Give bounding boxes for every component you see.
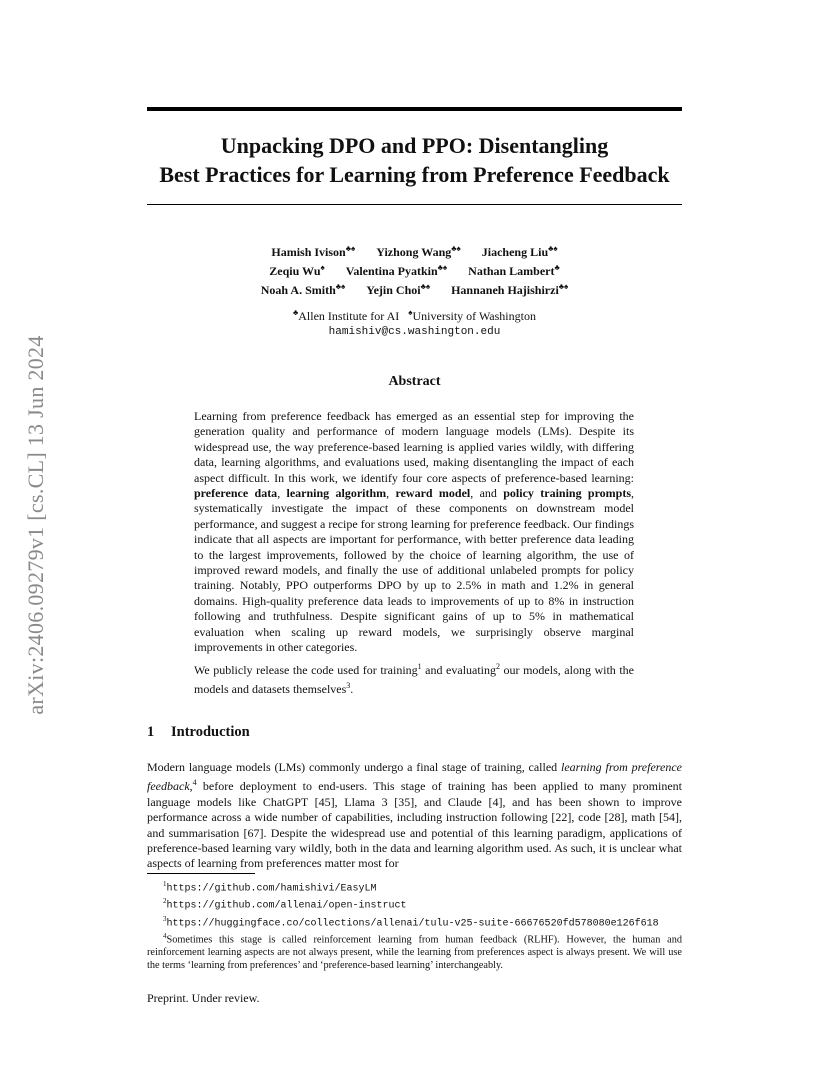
abstract-text: . <box>350 681 354 696</box>
abstract-paragraph-2 <box>194 659 634 698</box>
footnote-link[interactable]: https://github.com/allenai/open-instruct <box>166 900 407 912</box>
section-title: Introduction <box>171 724 250 740</box>
author-name: Noah A. Smith <box>260 283 336 297</box>
title-line-1: Unpacking DPO and PPO: Disentangling <box>220 133 609 158</box>
author-list <box>147 241 682 298</box>
abstract-text: and evaluating <box>421 662 497 677</box>
author <box>482 241 558 260</box>
spade-mark: ♠ <box>408 308 413 317</box>
abstract-text: Learning from preference feedback has emerged as an essential step for improving the generation quality and performance of modern language models (LMs). Despite its widespread use, the way preference-based learning is applied varies wildly, with differing data, learning algorithms, and evaluations used, making disentangling the impact of each aspect difficult. In this work, we identify four core aspects of preference-based learning: <box>194 409 634 485</box>
author-affiliation-marks: ♠ <box>320 263 325 272</box>
author <box>271 241 355 260</box>
footnote-mark: 1 <box>163 880 167 888</box>
footnote-1[interactable] <box>147 878 692 895</box>
abstract-keyword: policy training prompts <box>503 486 632 501</box>
author-affiliation-marks: ♣♠ <box>451 244 461 253</box>
author-name: Jiacheng Liu <box>481 245 549 259</box>
footnote-ref[interactable]: 2 <box>496 661 501 671</box>
author-row-3 <box>147 279 682 298</box>
contact-email[interactable]: hamishiv@cs.washington.edu <box>328 326 501 338</box>
abstract-paragraph-1 <box>194 409 634 656</box>
author-affiliation-marks: ♣♠ <box>345 244 356 253</box>
author-name: Yejin Choi <box>366 283 421 297</box>
author-name: Yizhong Wang <box>376 245 452 259</box>
abstract-keyword: learning algorithm <box>286 486 387 501</box>
abstract-separator: , <box>277 486 287 501</box>
intro-text: Modern language models (LMs) commonly undergo a final stage of training, called <box>147 760 562 774</box>
footnote-link[interactable]: https://huggingface.co/collections/allenai/tulu-v25-suite-66676520fd578080e126f618 <box>166 917 659 929</box>
section-heading-introduction <box>147 724 250 741</box>
footnote-3[interactable] <box>147 913 692 930</box>
abstract-separator: , and <box>470 486 504 501</box>
preprint-note: Preprint. Under review. <box>147 991 260 1005</box>
intro-emphasis: learning from preference feedback <box>147 760 682 794</box>
author-affiliation-marks: ♣♠ <box>548 244 558 253</box>
footnote-2[interactable] <box>147 895 692 912</box>
footnote-ref[interactable]: 4 <box>192 778 197 788</box>
section-number: 1 <box>147 724 155 740</box>
institution-ai2: Allen Institute for AI <box>298 309 400 323</box>
introduction-paragraph <box>147 760 682 872</box>
footnote-mark: 3 <box>163 914 167 923</box>
abstract-separator: , <box>386 486 396 501</box>
title-rule-bottom <box>147 204 682 205</box>
footnotes <box>147 878 692 972</box>
footnote-ref[interactable]: 1 <box>417 661 422 671</box>
author-row-2 <box>147 260 682 279</box>
institution-line <box>147 305 682 324</box>
footnote-4 <box>147 930 682 972</box>
abstract-text: our models, along with the models and datasets themselves <box>194 662 634 696</box>
abstract-keyword: reward model <box>395 486 471 501</box>
institution-uw: University of Washington <box>412 309 536 323</box>
title-rule-top <box>147 107 682 111</box>
abstract-heading: Abstract <box>388 374 441 389</box>
paper-title <box>130 131 699 189</box>
author-name: Valentina Pyatkin <box>345 264 438 278</box>
author-row-1 <box>147 241 682 260</box>
footnote-mark: 2 <box>163 897 167 906</box>
author-name: Hannaneh Hajishirzi <box>451 283 559 297</box>
author <box>376 241 461 260</box>
abstract-body <box>194 409 634 700</box>
affiliations <box>147 305 682 340</box>
intro-text: before deployment to end-users. This stage of training has been applied to many prominent language models like ChatGPT [45], Llama 3 [35], and Claude [4], and has been shown to improve performance across a wide number of capabilities, including instruction following [22], code [28], math [54], and summarisation [67]. Despite the widespread use and potential of this learning paradigm, applications of preference-based learning vary wildly, both in the data and learning algorithm used. As such, it is unclear what aspects of learning from preferences matter most for <box>147 779 682 871</box>
abstract-text: , systematically investigate the impact of these components on downstream model performance, and suggest a recipe for strong learning for preference feedback. Our findings indicate that all aspects are important for performance, with better preference data leading to the largest improvements, followed by the choice of learning algorithm, the use of improved reward models, and finally the use of additional unlabeled prompts for policy training. Notably, PPO outperforms DPO by up to 2.5% in math and 1.2% in general domains. High-quality preference data leads to improvements of up to 8% in instruction following and truthfulness. Despite significant gains of up to 5% in mathematical evaluation when scaling up reward models, we surprisingly observe marginal improvements in other categories. <box>194 486 635 655</box>
author-name: Zeqiu Wu <box>269 264 321 278</box>
author-affiliation-marks: ♣♠ <box>558 282 569 291</box>
abstract-keyword: preference data <box>194 486 278 501</box>
author-affiliation-marks: ♣♠ <box>437 263 448 272</box>
author <box>261 279 346 298</box>
author <box>269 260 325 279</box>
footnote-mark: 4 <box>163 931 167 940</box>
arxiv-identifier: arXiv:2406.09279v1 [cs.CL] 13 Jun 2024 <box>23 335 48 715</box>
author-name: Nathan Lambert <box>468 264 555 278</box>
author-affiliation-marks: ♣♠ <box>420 282 431 291</box>
author <box>346 260 447 279</box>
author-name: Hamish Ivison <box>271 245 346 259</box>
footnote-ref[interactable]: 3 <box>346 680 351 690</box>
author-affiliation-marks: ♣♠ <box>335 282 346 291</box>
club-mark: ♣ <box>293 308 299 317</box>
intro-text: , <box>189 779 193 794</box>
footnote-link[interactable]: https://github.com/hamishivi/EasyLM <box>166 883 377 895</box>
footnote-text: Sometimes this stage is called reinforcement learning from human feedback (RLHF). However, the human and reinforcement learning aspects are not always present, while the learning from preferences aspect is always present. We will use the terms ‘learning from preferences’ and ‘preference-based learning’ interchangeably. <box>147 934 682 972</box>
abstract-text: We publicly release the code used for training <box>194 662 418 677</box>
title-line-2: Best Practices for Learning from Preference Feedback <box>159 162 670 187</box>
author <box>468 260 560 279</box>
author-affiliation-marks: ♣ <box>554 263 560 272</box>
author <box>366 279 430 298</box>
footnote-divider <box>147 873 255 874</box>
author <box>451 279 568 298</box>
